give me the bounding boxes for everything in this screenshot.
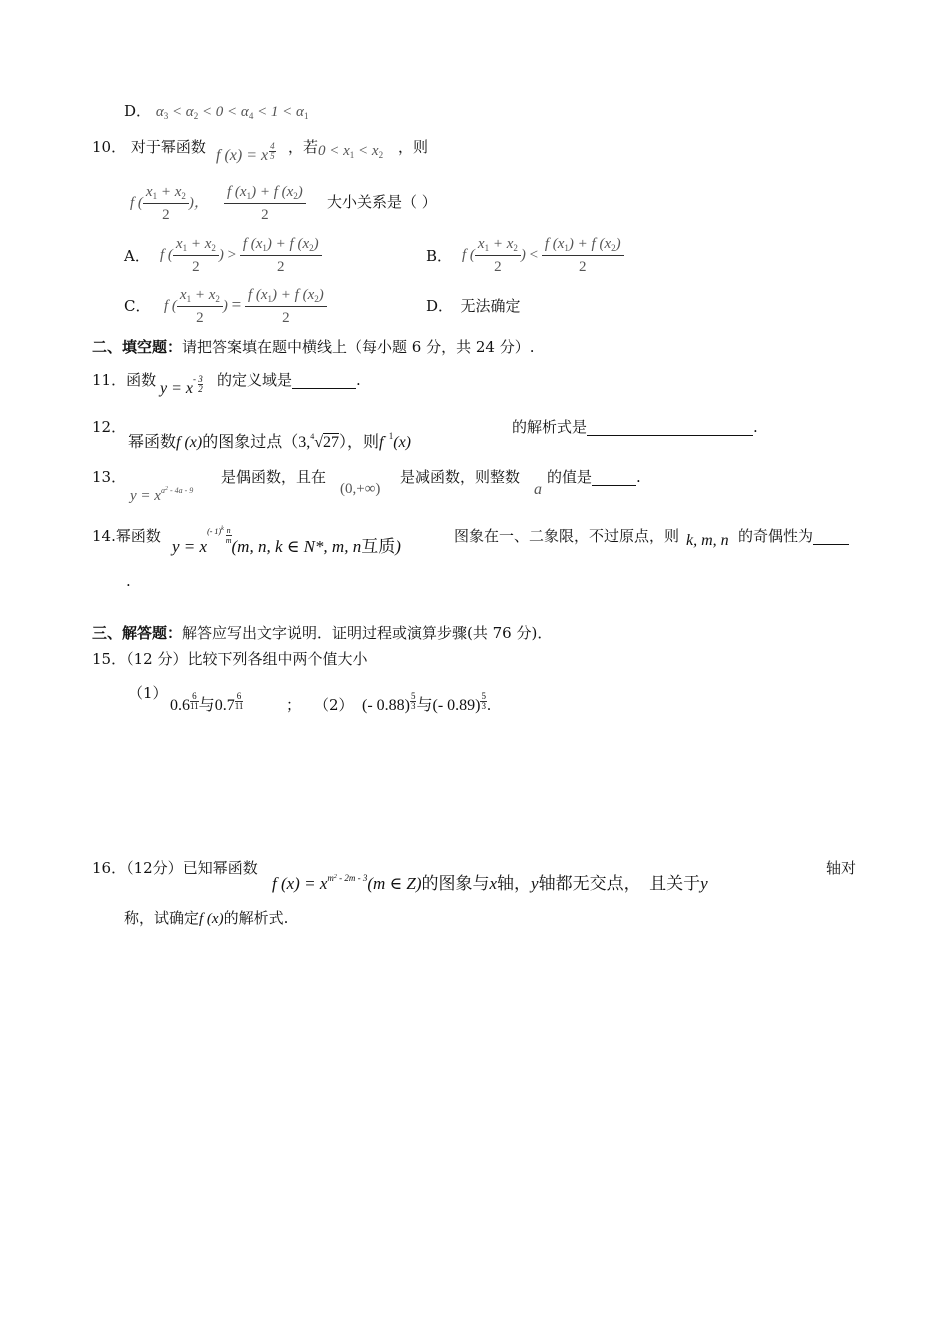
q12 bbox=[128, 432, 411, 451]
q16-text-f: 称，试确定 bbox=[124, 909, 200, 927]
q12-text-d: 的解析式是 bbox=[512, 418, 588, 436]
q10-option-b-relation: < bbox=[529, 247, 539, 264]
q16-text-d: 轴都无交点， 且关于 bbox=[538, 874, 701, 894]
q11-formula: y = x - $\frac{3}{2}$ bbox=[160, 374, 203, 397]
q10-option-a: f ( $\frac{x_1 + x_2}{2}$ ) > $\frac{f (x_1) + f (x_2)}{2}$ bbox=[160, 236, 322, 275]
q10-option-d bbox=[426, 299, 521, 314]
q14-intro bbox=[92, 529, 161, 544]
q16-text-a: 已知幂函数 bbox=[182, 859, 258, 877]
q14-text-b: 图象在一、二象限，不过原点，则 bbox=[454, 527, 680, 545]
q10-option-b-label: B． bbox=[426, 247, 453, 265]
q12-end: . bbox=[753, 418, 758, 436]
q14-cond-text: 互质 bbox=[361, 537, 396, 556]
q12-text-c: ），则 bbox=[339, 432, 380, 451]
q10-option-c: f ( $\frac{x_1 + x_2}{2}$ ) = $\frac{f (x_1) + f (x_2)}{2}$ bbox=[164, 287, 327, 326]
q12-text-a: 幂函数 bbox=[128, 432, 177, 451]
q10-function-mean: $\frac{f (x_1) + f (x_2)}{2}$ bbox=[224, 184, 306, 223]
q13-variable-a: a bbox=[534, 481, 542, 498]
q16-intro bbox=[92, 861, 258, 876]
q14-text-c: 的奇偶性为 bbox=[738, 527, 814, 545]
q10-option-d-text: 无法确定 bbox=[460, 297, 521, 315]
q11 bbox=[92, 373, 156, 388]
section-3-heading bbox=[92, 626, 552, 641]
q12-text-b: 的图象过点（ bbox=[202, 432, 299, 451]
q11-text-a: 函数 bbox=[126, 371, 157, 389]
q11-number: 11． bbox=[92, 371, 127, 389]
q14-variables: k, m, n bbox=[686, 532, 729, 549]
q13-formula: $y = x^{a^2 - 4a - 9}$ bbox=[130, 486, 194, 504]
q11-tail bbox=[217, 373, 361, 389]
q11-answer-blank[interactable] bbox=[292, 373, 356, 389]
q9-option-d-label-text: D． bbox=[124, 102, 152, 120]
q15-part1: 0.6 $\frac{6}{11}$ 与0.7 $\frac{6}{11}$ bbox=[170, 691, 244, 714]
q10-option-d-label: D． bbox=[426, 297, 446, 315]
q14-answer-blank[interactable] bbox=[813, 529, 849, 545]
section-3-title: 三、解答题： bbox=[92, 624, 183, 642]
q13-end: . bbox=[636, 468, 641, 486]
q14-tail bbox=[738, 529, 849, 545]
q12-fx: f (x) bbox=[176, 434, 203, 451]
q11-end: . bbox=[356, 371, 361, 389]
q12-answer-blank[interactable] bbox=[587, 420, 753, 436]
q15-part1-join: 与 bbox=[198, 697, 215, 714]
q14-number: 14. bbox=[92, 527, 116, 545]
q10-option-c-relation: = bbox=[231, 295, 242, 315]
q15-part2-label: （2） bbox=[314, 696, 354, 714]
q10-option-c-label: C． bbox=[124, 297, 151, 315]
q16-formula: f $(x) = x^{m^2 - 2m - 3}(m$ ∈ Z) bbox=[272, 873, 422, 893]
q12-tail bbox=[512, 420, 758, 436]
q13-tail bbox=[547, 470, 641, 486]
q15-part2-join: 与 bbox=[416, 697, 433, 714]
q14-text-a: 幂函数 bbox=[115, 527, 161, 545]
q10-mean-of-function: f ( $\frac{x_1 + x_2}{2}$ )， bbox=[130, 184, 209, 223]
q12-number: 12． bbox=[92, 418, 127, 436]
section-2-title: 二、填空题： bbox=[92, 338, 183, 356]
q12-point: 3,$^4$√27 bbox=[298, 432, 340, 451]
q16-number: 16． bbox=[92, 859, 127, 877]
q16-text-c: 轴， bbox=[497, 874, 532, 894]
q16-score: （12分） bbox=[126, 859, 183, 877]
q15-text: 比较下列各组中两个值大小 bbox=[187, 650, 368, 668]
section-2-heading bbox=[92, 340, 535, 355]
q10-condition: $0 < x_1 < x_2$ bbox=[318, 143, 384, 160]
q10-option-b: f ( $\frac{x_1 + x_2}{2}$ ) < $\frac{f (x_1) + f (x_2)}{2}$ bbox=[462, 236, 624, 275]
q10-number: 10． bbox=[92, 138, 127, 156]
q16-fx: f (x) bbox=[199, 911, 224, 927]
q13-answer-blank[interactable] bbox=[592, 470, 636, 486]
q9-option-d bbox=[124, 104, 308, 121]
q15-score: （12 分） bbox=[126, 650, 188, 668]
q15-end: . bbox=[486, 697, 491, 714]
q13-text-a: 是偶函数，且在 bbox=[221, 468, 327, 486]
q14-formula: y = x (- 1)$^k$ $\frac{n}{m}$ (m, n, k ∈ N*, m, n互质) bbox=[172, 526, 401, 556]
q13-text-b: 是减函数，则整数 bbox=[400, 468, 521, 486]
q15 bbox=[92, 652, 367, 667]
q13-number: 13． bbox=[92, 468, 127, 486]
q10-stem-a: 对于幂函数 bbox=[130, 138, 206, 156]
q10-option-a-relation: > bbox=[227, 247, 237, 264]
section-3-instruction: 解答应写出文字说明．证明过程或演算步骤(共 76 分)． bbox=[182, 624, 553, 642]
q10-function: f (x) = x $\frac{4}{5}$ bbox=[216, 141, 275, 164]
q10-stem bbox=[92, 140, 206, 155]
q13-interval: (0,+∞) bbox=[340, 481, 381, 497]
q16-body: f $(x) = x^{m^2 - 2m - 3}(m$ ∈ Z)的图象与x轴，y轴都无交点， 且关于y bbox=[272, 873, 708, 894]
q15-part1-label: （1） bbox=[128, 684, 168, 702]
q15-separator: ； bbox=[286, 696, 302, 714]
q14-end: . bbox=[126, 572, 131, 590]
q16-text-e: 轴对 bbox=[826, 859, 857, 877]
section-2-instruction: 请把答案填在题中横线上（每小题 6 分，共 24 分）. bbox=[182, 338, 535, 356]
q16-text-b: 的图象与 bbox=[421, 874, 490, 894]
q16-text-g: 的解析式. bbox=[223, 909, 289, 927]
q10-option-a-label: A． bbox=[124, 247, 150, 265]
q12-inverse: $f^{- 1}(x)$ bbox=[379, 431, 411, 451]
q10-stem-c: ，则 bbox=[398, 138, 429, 156]
q15-number: 15． bbox=[92, 650, 127, 668]
q13-text-c: 的值是 bbox=[547, 468, 593, 486]
q11-text-b: 的定义域是 bbox=[217, 371, 293, 389]
q10-compare-text: 大小关系是（ ） bbox=[327, 193, 437, 211]
q16-line2 bbox=[124, 911, 288, 927]
q9-option-d-formula: $\alpha_3 < \alpha_2 < 0 < \alpha_4 < 1 < \alpha_1$ bbox=[155, 104, 309, 121]
q10-stem-b: ，若 bbox=[288, 138, 319, 156]
q15-part2: (- 0.88) $\frac{5}{3}$ 与(- 0.89) $\frac{5}{3}$ . bbox=[362, 691, 491, 714]
